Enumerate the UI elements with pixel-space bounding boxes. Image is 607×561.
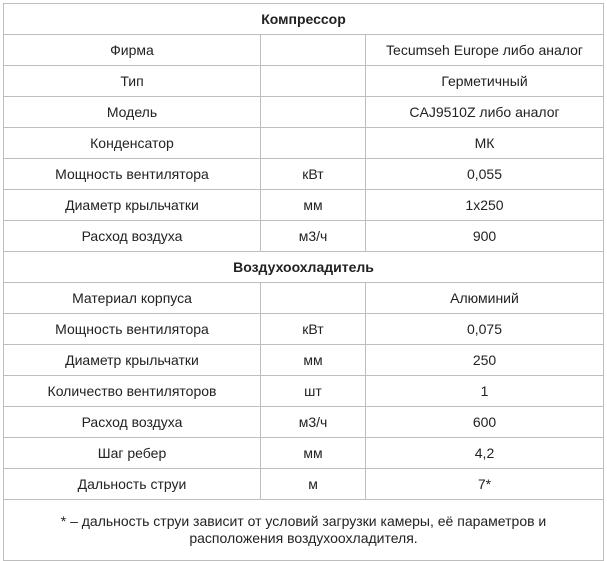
param-value: 0,075 <box>366 314 604 345</box>
section-title: Компрессор <box>4 4 604 35</box>
table-row <box>4 345 604 376</box>
table-row <box>4 438 604 469</box>
param-unit <box>261 97 366 128</box>
param-value: Алюминий <box>366 283 604 314</box>
table-row <box>4 376 604 407</box>
param-name: Диаметр крыльчатки <box>4 190 261 221</box>
table-row <box>4 159 604 190</box>
section-title: Воздухоохладитель <box>4 252 604 283</box>
param-unit <box>261 128 366 159</box>
param-value: 7* <box>366 469 604 500</box>
param-name: Количество вентиляторов <box>4 376 261 407</box>
table-row <box>4 469 604 500</box>
param-value: 4,2 <box>366 438 604 469</box>
param-unit: м3/ч <box>261 221 366 252</box>
param-unit: шт <box>261 376 366 407</box>
param-name: Дальность струи <box>4 469 261 500</box>
section-header-compressor <box>4 4 604 35</box>
param-unit: кВт <box>261 314 366 345</box>
param-value: 600 <box>366 407 604 438</box>
param-name: Мощность вентилятора <box>4 159 261 190</box>
table-row <box>4 66 604 97</box>
table-row <box>4 314 604 345</box>
section-header-air-cooler <box>4 252 604 283</box>
param-name: Диаметр крыльчатки <box>4 345 261 376</box>
param-unit: мм <box>261 345 366 376</box>
param-unit: м <box>261 469 366 500</box>
table-row <box>4 221 604 252</box>
param-unit: м3/ч <box>261 407 366 438</box>
param-unit: мм <box>261 438 366 469</box>
param-unit: мм <box>261 190 366 221</box>
table-row <box>4 128 604 159</box>
table-row <box>4 283 604 314</box>
param-value: 1 <box>366 376 604 407</box>
param-name: Расход воздуха <box>4 407 261 438</box>
param-name: Конденсатор <box>4 128 261 159</box>
param-name: Мощность вентилятора <box>4 314 261 345</box>
param-name: Шаг ребер <box>4 438 261 469</box>
param-unit <box>261 35 366 66</box>
param-value: 900 <box>366 221 604 252</box>
param-name: Фирма <box>4 35 261 66</box>
param-unit <box>261 66 366 97</box>
param-unit <box>261 283 366 314</box>
param-name: Модель <box>4 97 261 128</box>
param-name: Материал корпуса <box>4 283 261 314</box>
footnote-row <box>4 500 604 561</box>
param-value: 250 <box>366 345 604 376</box>
param-value: МК <box>366 128 604 159</box>
param-value: 1x250 <box>366 190 604 221</box>
param-value: Герметичный <box>366 66 604 97</box>
param-unit: кВт <box>261 159 366 190</box>
table-row <box>4 407 604 438</box>
param-value: CAJ9510Z либо аналог <box>366 97 604 128</box>
param-name: Расход воздуха <box>4 221 261 252</box>
table-row <box>4 97 604 128</box>
table-row <box>4 35 604 66</box>
spec-table <box>3 3 604 561</box>
param-value: Tecumseh Europe либо аналог <box>366 35 604 66</box>
table-row <box>4 190 604 221</box>
footnote-text: * – дальность струи зависит от условий загрузки камеры, её параметров и расположения воздухоохладителя. <box>4 500 604 561</box>
param-name: Тип <box>4 66 261 97</box>
param-value: 0,055 <box>366 159 604 190</box>
